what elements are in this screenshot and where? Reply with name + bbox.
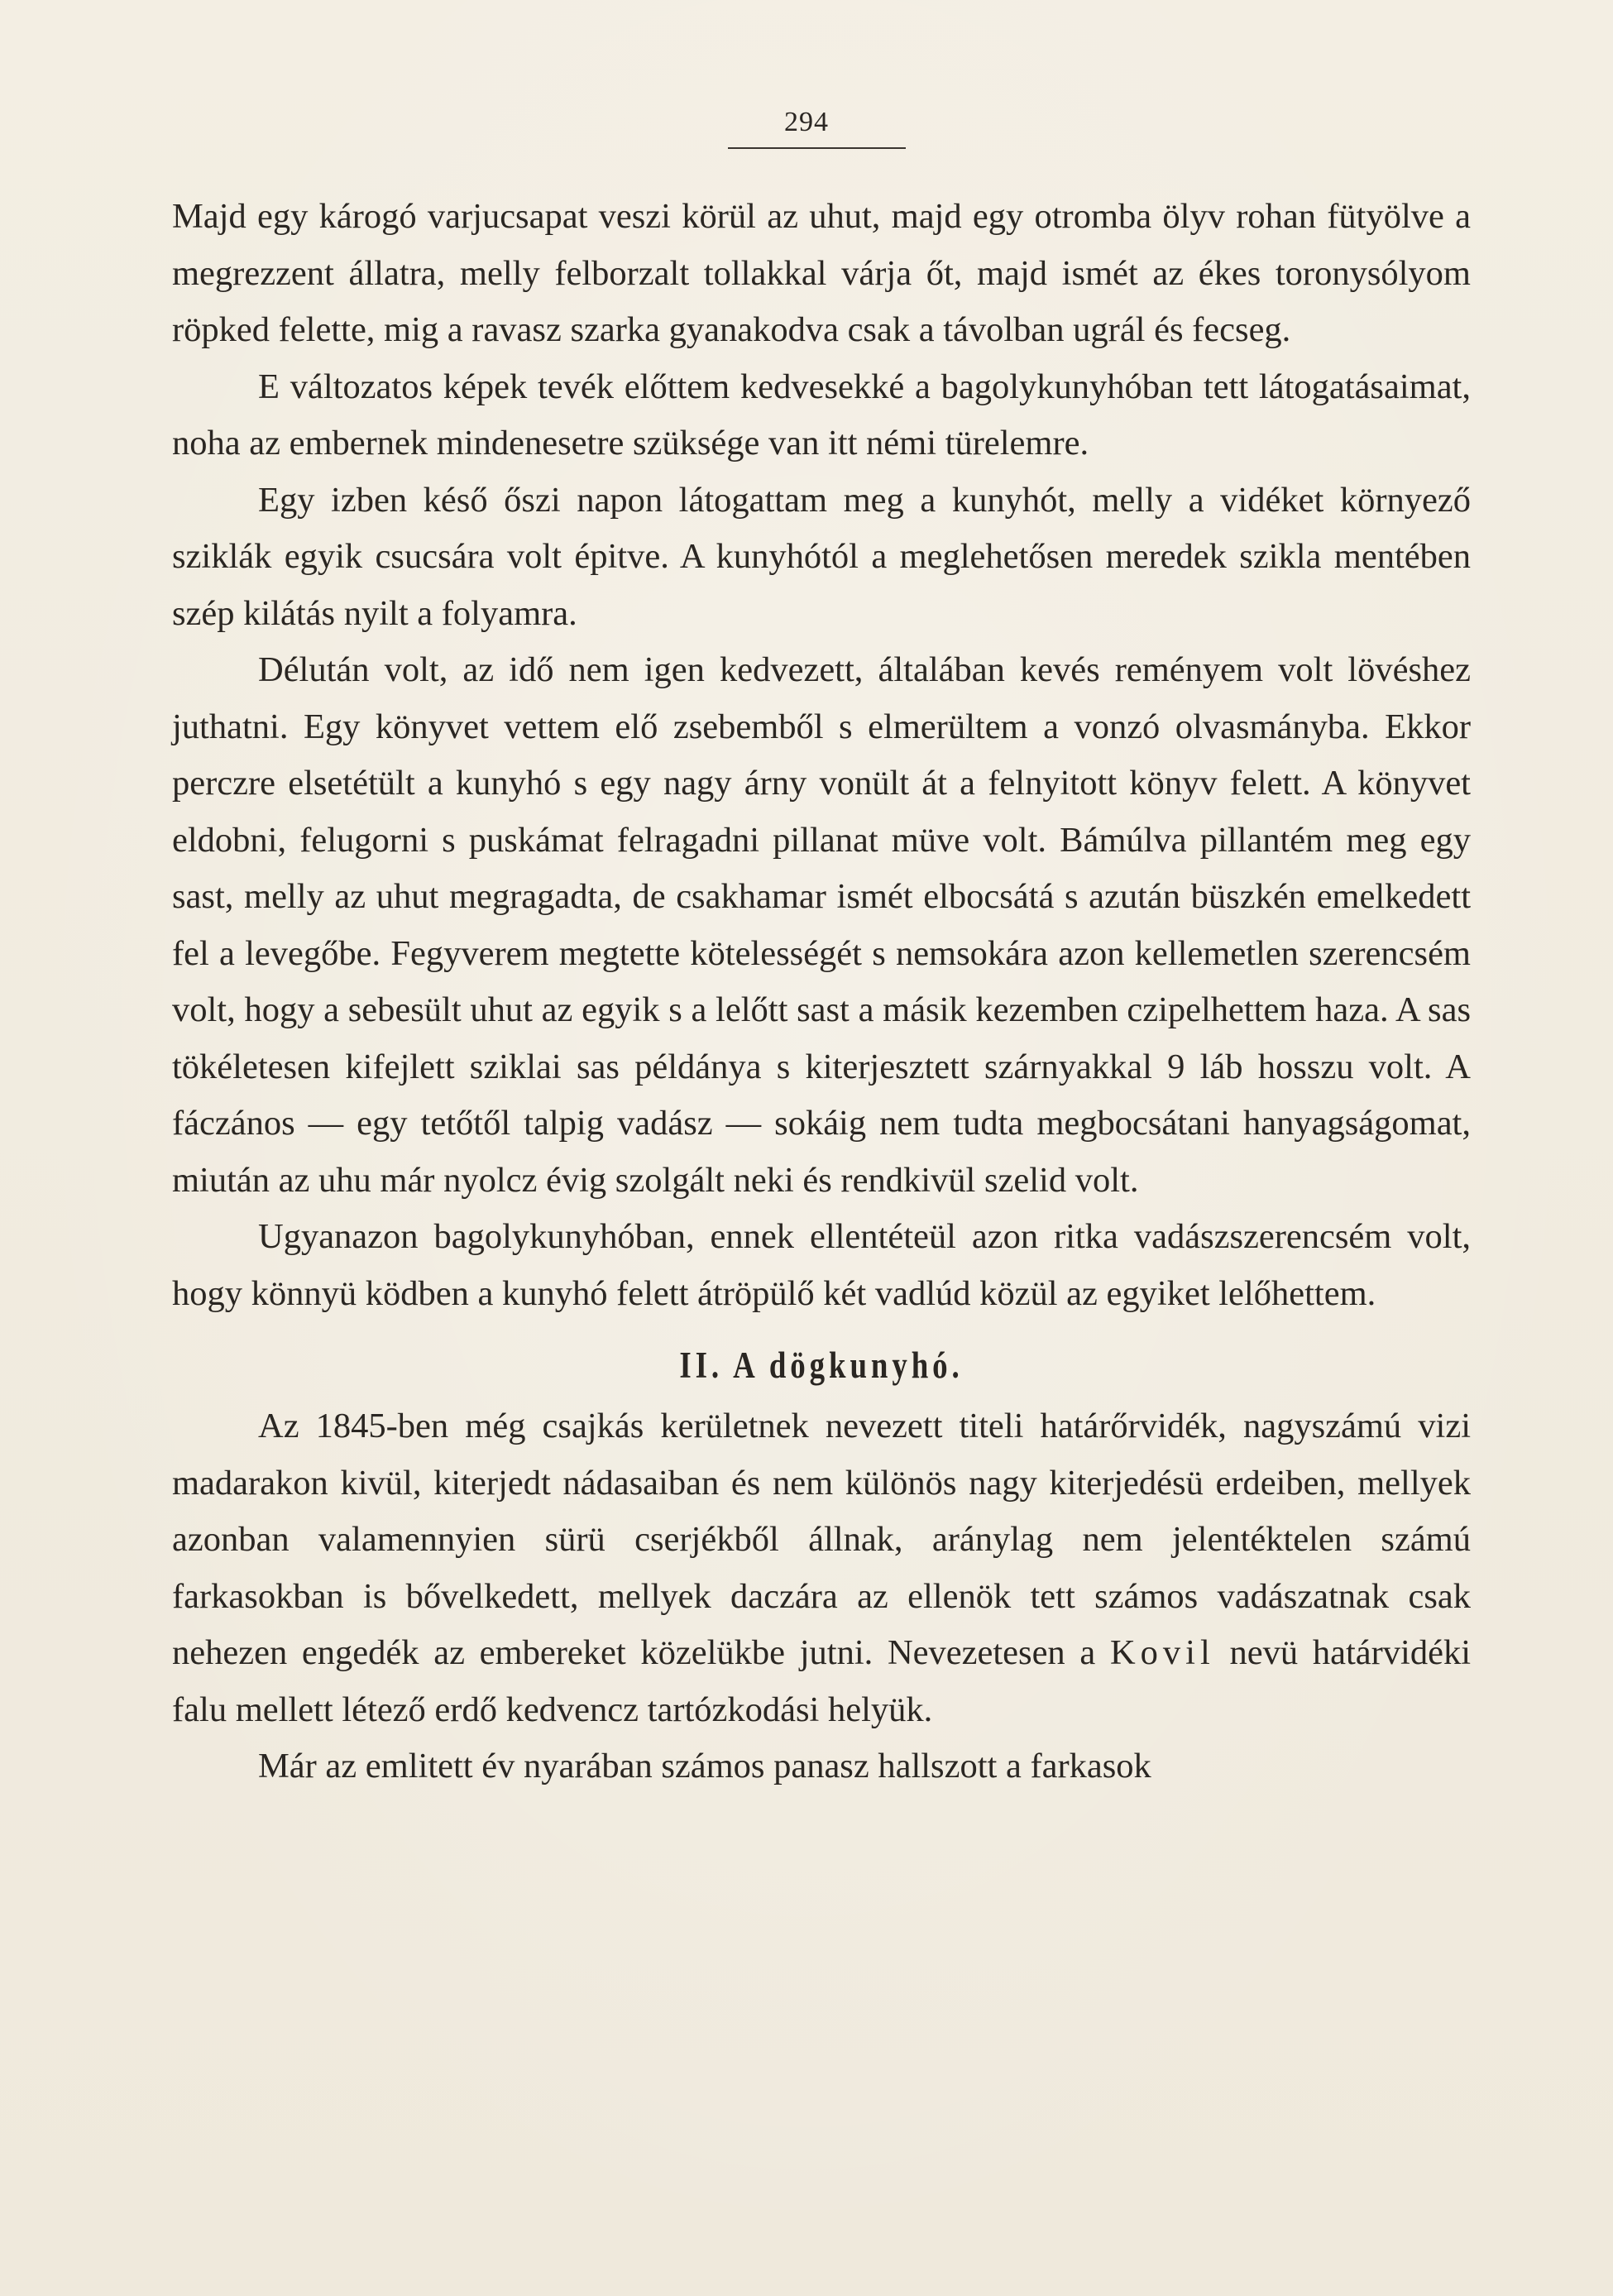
paragraph: E változatos képek tevék előttem kedvesekké a bagolykunyhóban tett látogatásaimat, noha az embernek mindenesetre szüksége van itt némi türelemre. (172, 367, 1471, 463)
section-heading: II. A dögkunyhó. (679, 1345, 964, 1386)
spaced-place-name: Kovil (1109, 1633, 1215, 1672)
paragraph-text: nevü határvidéki falu mellett létező erdő kedvencz tartózkodási helyük. (172, 1633, 1472, 1729)
header-rule (728, 147, 906, 149)
paragraph: Ugyanazon bagolykunyhóban, ennek ellentéteül azon ritka vadászszerencsém volt, hogy könnyü ködben a kunyhó felett átröpülő két vadlúd közül az egyiket lelőhettem. (172, 1217, 1471, 1313)
paragraph: Délután volt, az idő nem igen kedvezett, általában kevés reményem volt lövéshez juthatni. Egy könyvet vettem elő zsebemből s elmerültem a vonzó olvasmányba. Ekkor perczre elsetétült a kunyhó s egy nagy árny vonült át a felnyitott könyv felett. A könyvet eldobni, felugorni s puskámat felragadni pillanat müve volt. Bámúlva pillantém meg egy sast, melly az uhut megragadta, de csakhamar ismét elbocsátá s azután büszkén emelkedett fel a levegőbe. Fegyverem megtette kötelességét s nemsokára azon kellemetlen szerencsém volt, hogy a sebesült uhut az egyik s a lelőtt sast a másik kezemben czipelhettem haza. A sas tökéletesen kifejlett sziklai sas példánya s kiterjesztett szárnyakkal 9 láb hosszu volt. A fáczános — egy tetőtől talpig vadász — sokáig nem tudta megbocsátani hanyagságomat, miután az uhu már nyolcz évig szolgált neki és rendkivül szelid volt. (172, 650, 1471, 1200)
paragraph (172, 1398, 1471, 1738)
page-body (172, 189, 1471, 1795)
paragraph: Majd egy károgó varjucsapat veszi körül az uhut, majd egy otromba ölyv rohan fütyölve a megrezzent állatra, melly felborzalt tollakkal várja őt, majd ismét az ékes toronysólyom röpked felette, mig a ravasz szarka gyanakodva csak a távolban ugrál és fecseg. (172, 197, 1471, 349)
page-number: 294 (784, 107, 829, 137)
paragraph: Egy izben késő őszi napon látogattam meg a kunyhót, melly a vidéket környező sziklák egyik csucsára volt épitve. A kunyhótól a meglehetősen meredek szikla mentében szép kilátás nyilt a folyamra. (172, 480, 1471, 633)
paragraph: Már az emlitett év nyarában számos panasz hallszott a farkasok (258, 1747, 1151, 1786)
paragraph-text: Az 1845-ben még csajkás kerületnek nevezett titeli határőrvidék, nagyszámú vizi madarakon kivül, kiterjedt nádasaiban és nem különös nagy kiterjedésü erdeiben, mellyek azonban valamennyien sürü cserjékből állnak, aránylag nem jelentéktelen számú farkasokban is bővelkedett, mellyek daczára az ellenök tett számos vadászatnak csak nehezen engedék az embereket közelükbe jutni. Nevezetesen a (172, 1407, 1471, 1672)
